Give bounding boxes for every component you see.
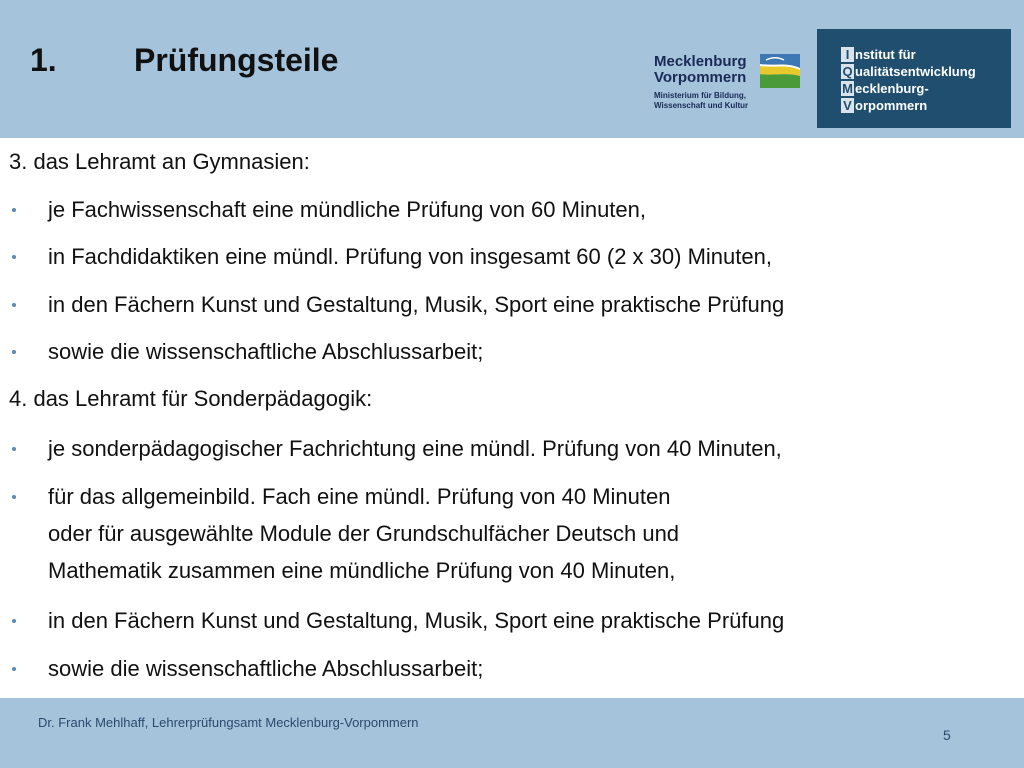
iqmv-line [841,47,916,62]
iqmv-initial: M [842,81,853,96]
footer-author: Dr. Frank Mehlhaff, Lehrerprüfungsamt Mecklenburg-Vorpommern [38,715,419,730]
section-3-heading: 3. das Lehramt an Gymnasien: [9,149,310,174]
bullet-item: je Fachwissenschaft eine mündliche Prüfung von 60 Minuten, [48,197,647,222]
iqmv-line [841,81,929,96]
bullet-dot-icon [12,447,16,451]
bullet-item: sowie die wissenschaftliche Abschlussarbeit; [48,656,484,681]
iqmv-initial: Q [842,64,853,79]
bullet-item: sowie die wissenschaftliche Abschlussarbeit; [48,339,484,364]
iqmv-logo [817,29,1011,128]
bullet-continuation: oder für ausgewählte Module der Grundschulfächer Deutsch und [48,521,680,546]
mv-logo-word-1: Mecklenburg [654,53,747,70]
bullet-item: in Fachdidaktiken eine mündl. Prüfung von insgesamt 60 (2 x 30) Minuten, [48,244,772,269]
bullet-item: in den Fächern Kunst und Gestaltung, Musik, Sport eine praktische Prüfung [48,292,785,317]
bullet-item: für das allgemeinbild. Fach eine mündl. Prüfung von 40 Minuten [48,484,671,509]
mv-landscape-emblem-icon [760,54,800,88]
bullet-item: je sonderpädagogischer Fachrichtung eine mündl. Prüfung von 40 Minuten, [48,436,782,461]
section-4-heading: 4. das Lehramt für Sonderpädagogik: [9,386,373,411]
bullet-dot-icon [12,667,16,671]
iqmv-line [841,98,927,113]
bullet-item: in den Fächern Kunst und Gestaltung, Musik, Sport eine praktische Prüfung [48,608,785,633]
bullet-dot-icon [12,619,16,623]
slide-content [0,138,1024,698]
mv-ministry-logo [654,52,804,118]
bullet-dot-icon [12,495,16,499]
page-title [30,44,338,76]
iqmv-initial: V [841,98,854,113]
mv-logo-subtitle-1: Ministerium für Bildung, [654,91,746,100]
bullet-dot-icon [12,350,16,354]
iqmv-initial: I [841,47,854,62]
iqmv-line-text: orpommern [855,98,928,113]
page-number: 5 [943,727,951,743]
header-band [0,0,1024,138]
footer-band [0,698,1024,768]
iqmv-line-text: ualitätsentwicklung [855,64,976,79]
mv-logo-subtitle-2: Wissenschaft und Kultur [654,101,749,110]
bullet-continuation: Mathematik zusammen eine mündliche Prüfung von 40 Minuten, [48,558,676,583]
title-number: 1. [30,42,57,78]
bullet-dot-icon [12,255,16,259]
title-text: Prüfungsteile [134,42,339,78]
bullet-dot-icon [12,208,16,212]
iqmv-line [841,64,976,79]
mv-logo-word-2: Vorpommern [654,69,747,86]
iqmv-line-text: nstitut für [855,47,916,62]
bullet-dot-icon [12,303,16,307]
iqmv-line-text: ecklenburg- [855,81,929,96]
